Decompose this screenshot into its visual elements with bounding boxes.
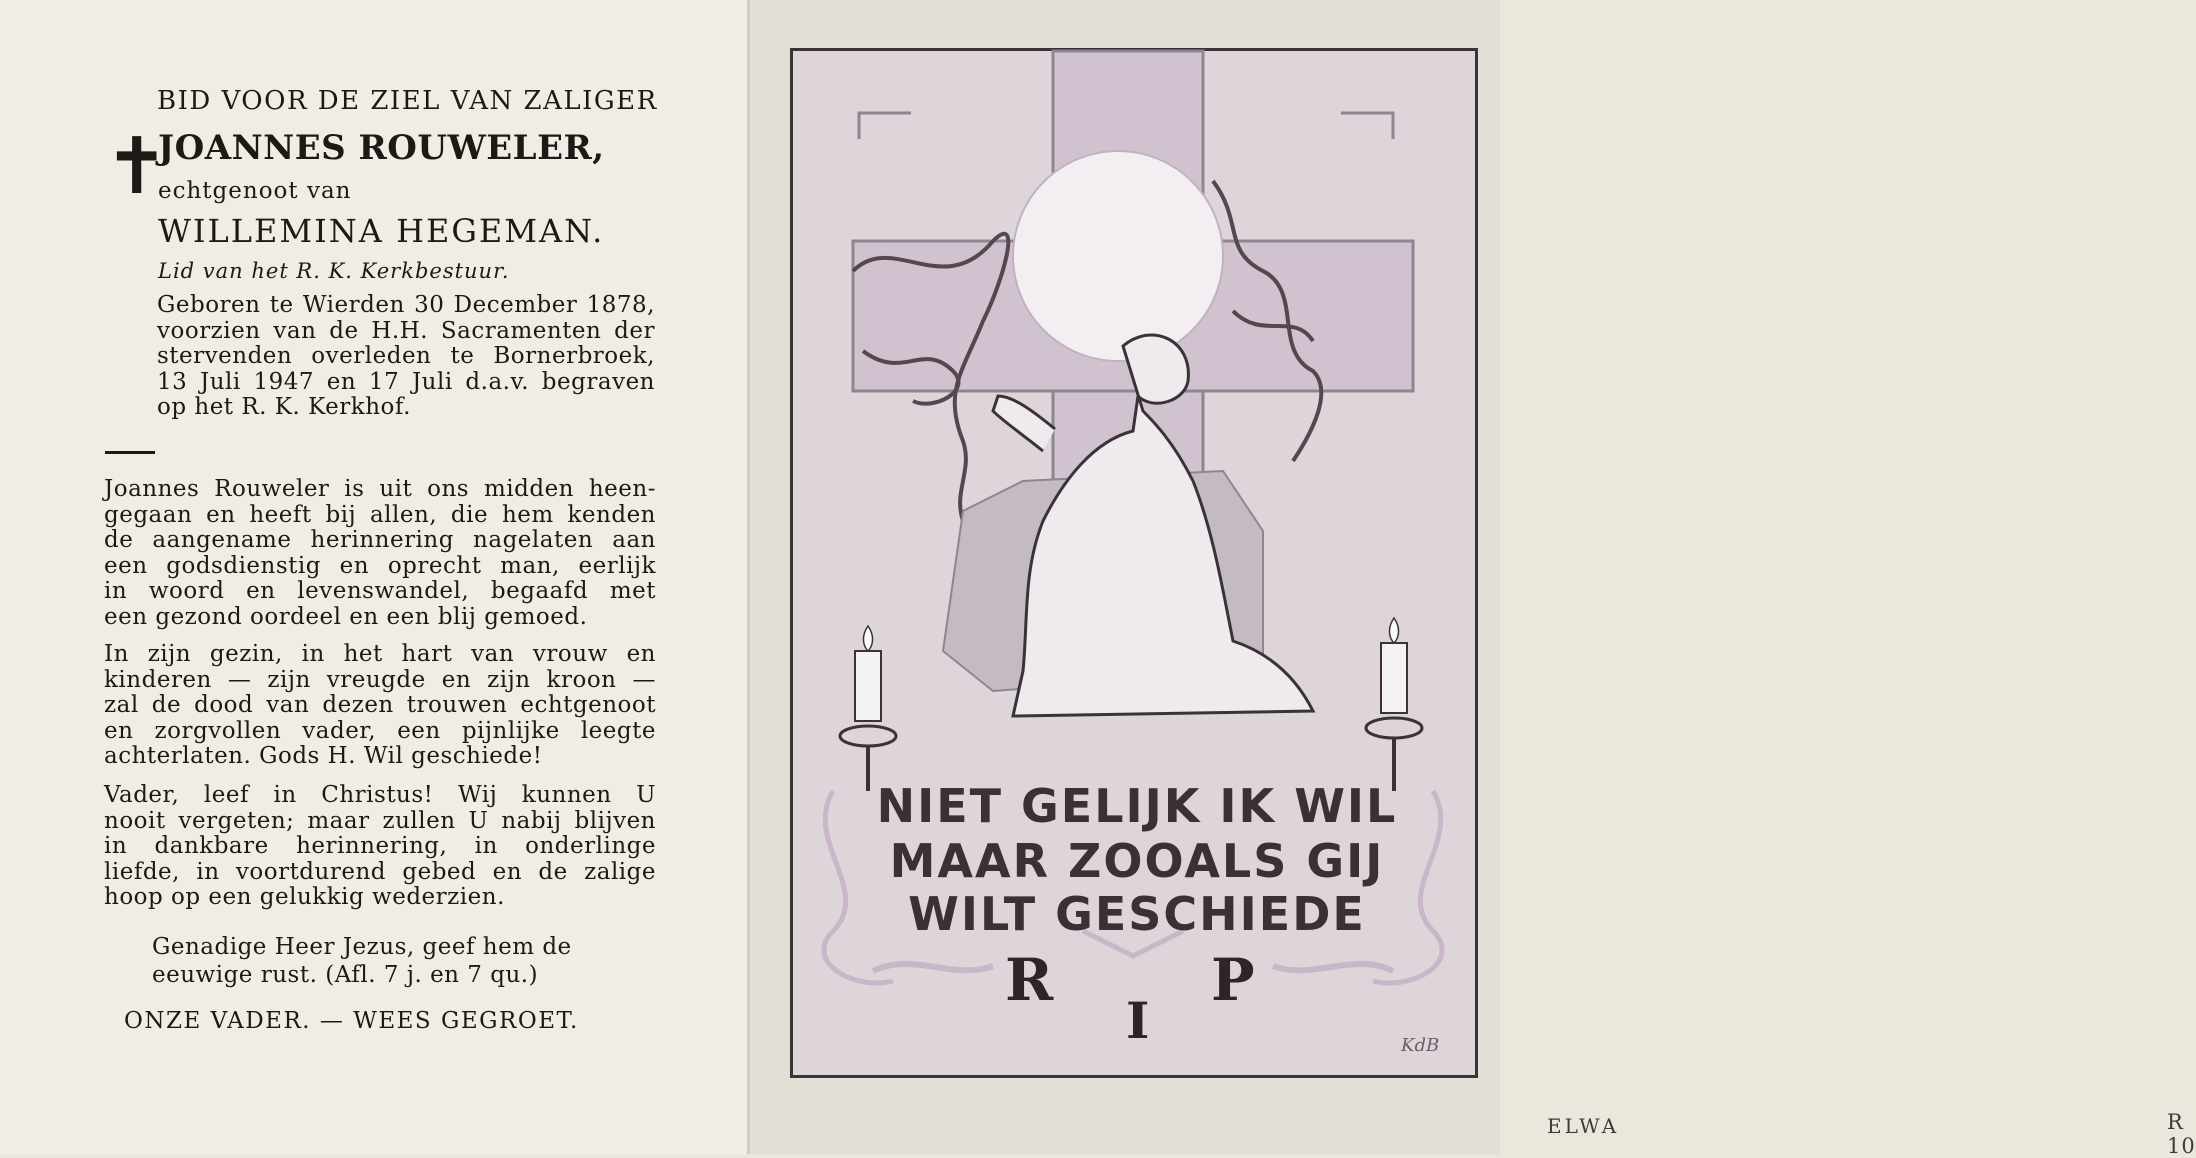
rip-letter: I (1126, 991, 1150, 1050)
memorial-card-text-side (0, 0, 748, 1154)
farewell-line: hoop op een gelukkig wederzien. (104, 884, 505, 910)
family-paragraph (104, 642, 656, 770)
biography-line: stervenden overleden te Bornerbroek, (157, 343, 655, 369)
artist-signature: KdB (1401, 1035, 1440, 1056)
deceased-name: JOANNES ROUWELER, (158, 128, 605, 168)
tribute-paragraph (104, 477, 656, 630)
tribute-line: Joannes Rouweler is uit ons midden heen- (104, 476, 656, 502)
tribute-line: de aangename herinnering nagelaten aan (104, 527, 656, 553)
farewell-paragraph (104, 783, 656, 911)
family-line: en zorgvollen vader, een pijnlijke leegte (104, 717, 656, 744)
spouse-name: WILLEMINA HEGEMAN. (158, 212, 605, 250)
tribute-line: in woord en levenswandel, begaafd met (104, 578, 656, 604)
spouse-label: echtgenoot van (158, 178, 352, 204)
biography-line: voorzien van de H.H. Sacramenten der (157, 317, 655, 344)
closing-prayers: ONZE VADER. — WEES GEGROET. (124, 1008, 579, 1034)
cross-icon: ✝ (104, 122, 170, 212)
farewell-line: Vader, leef in Christus! Wij kunnen U (104, 782, 656, 808)
closing-prayer (152, 933, 572, 989)
biography-line: Geboren te Wierden 30 December 1878, (157, 292, 655, 318)
farewell-line: nooit vergeten; maar zullen U nabij blijven (104, 807, 656, 834)
membership-note: Lid van het R. K. Kerkbestuur. (158, 259, 510, 283)
prayer-line: Genadige Heer Jezus, geef hem de (152, 934, 572, 960)
card-heading: BID VOOR DE ZIEL VAN ZALIGER (157, 86, 658, 116)
rip-letter: R (1005, 946, 1054, 1014)
biography-line: op het R. K. Kerkhof. (157, 394, 411, 420)
motto-line: WILT GESCHIEDE (908, 887, 1366, 941)
motto-line: NIET GELIJK IK WIL (876, 779, 1398, 833)
tribute-line: gegaan en heeft bij allen, die hem kenden (104, 501, 656, 528)
candle-icon (1381, 643, 1407, 713)
farewell-line: liefde, in voortdurend gebed en de zalige (104, 858, 656, 885)
farewell-line: in dankbare herinnering, in onderlinge (104, 833, 656, 859)
divider (105, 451, 155, 454)
tribute-line: een gezond oordeel en een blij gemoed. (104, 603, 588, 630)
halo-icon (1013, 151, 1223, 361)
publisher-mark: ELWA (1547, 1114, 1620, 1138)
prayer-line: eeuwige rust. (Afl. 7 j. en 7 qu.) (152, 962, 539, 988)
candle-icon (855, 651, 881, 721)
devotional-illustration (790, 48, 1478, 1078)
family-line: kinderen — zijn vreugde en zijn kroon — (104, 666, 656, 693)
biography-line: 13 Juli 1947 en 17 Juli d.a.v. begraven (157, 368, 655, 395)
rip-letter: P (1211, 946, 1255, 1014)
family-line: achterlaten. Gods H. Wil geschiede! (104, 743, 543, 769)
family-line: zal de dood van dezen trouwen echtgenoot (104, 692, 656, 718)
motto-line: MAAR ZOOALS GIJ (889, 834, 1385, 888)
family-line: In zijn gezin, in het hart van vrouw en (104, 641, 656, 667)
card-code: R 10 (2167, 1110, 2196, 1158)
tribute-line: een godsdienstig en oprecht man, eerlijk (104, 552, 656, 579)
biography-paragraph (157, 293, 655, 421)
